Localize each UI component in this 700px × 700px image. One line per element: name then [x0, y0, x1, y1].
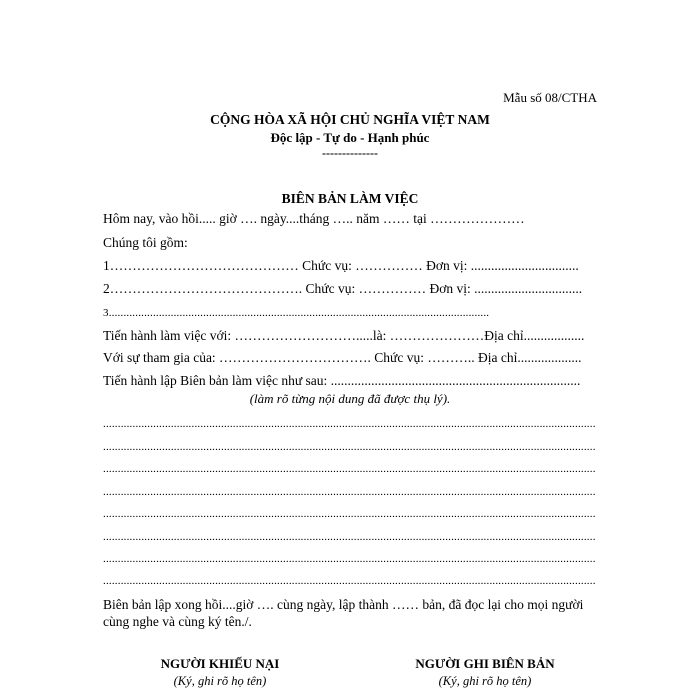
national-title: CỘNG HÒA XÃ HỘI CHỦ NGHĨA VIỆT NAM — [210, 112, 490, 127]
blank-line-7: ....................................................................................................................................................................... — [103, 553, 596, 565]
member-3-line: 3................................................................................................................................. — [103, 307, 490, 319]
work-with-line: Tiến hành làm việc với: ……………………….....là: …………………Địa chỉ.................. — [103, 328, 585, 343]
members-intro: Chúng tôi gồm: — [103, 235, 188, 250]
header-separator: -------------- — [322, 146, 378, 160]
complainant-signature-note: (Ký, ghi rõ họ tên) — [173, 674, 267, 688]
form-code: Mẫu số 08/CTHA — [503, 90, 597, 105]
member-1-line: 1…………………………………… Chức vụ: …………… Đơn vị: ................................ — [103, 258, 579, 273]
recorder-signature-title: NGƯỜI GHI BIÊN BẢN — [415, 656, 555, 671]
content-note: (làm rõ từng nội dung đã được thụ lý). — [249, 391, 451, 406]
participation-line: Với sự tham gia của: ……………………………. Chức vụ: ……….. Địa chỉ................... — [103, 350, 582, 365]
blank-line-2: ....................................................................................................................................................................... — [103, 441, 596, 453]
blank-line-8: ....................................................................................................................................................................... — [103, 575, 596, 587]
time-place-line: Hôm nay, vào hồi..... giờ …. ngày....tháng ….. năm …… tại ………………… — [103, 211, 525, 226]
blank-line-3: ....................................................................................................................................................................... — [103, 463, 596, 475]
recorder-signature-note: (Ký, ghi rõ họ tên) — [438, 674, 532, 688]
closing-line-1: Biên bản lập xong hồi....giờ …. cùng ngày, lập thành …… bản, đã đọc lại cho mọi người — [103, 597, 584, 612]
closing-line-2: cùng nghe và cùng ký tên./. — [103, 614, 252, 629]
member-2-line: 2……………………………………. Chức vụ: …………… Đơn vị: ................................ — [103, 281, 583, 296]
blank-line-5: ....................................................................................................................................................................... — [103, 508, 596, 520]
blank-line-1: ....................................................................................................................................................................... — [103, 418, 596, 430]
document-title: BIÊN BẢN LÀM VIỆC — [281, 191, 419, 206]
blank-line-6: ....................................................................................................................................................................... — [103, 531, 596, 543]
complainant-signature-title: NGƯỜI KHIẾU NẠI — [160, 656, 280, 671]
content-intro-line: Tiến hành lập Biên bản làm việc như sau: .......................................................................... — [103, 373, 581, 388]
blank-line-4: ....................................................................................................................................................................... — [103, 486, 596, 498]
national-motto: Độc lập - Tự do - Hạnh phúc — [270, 130, 430, 145]
